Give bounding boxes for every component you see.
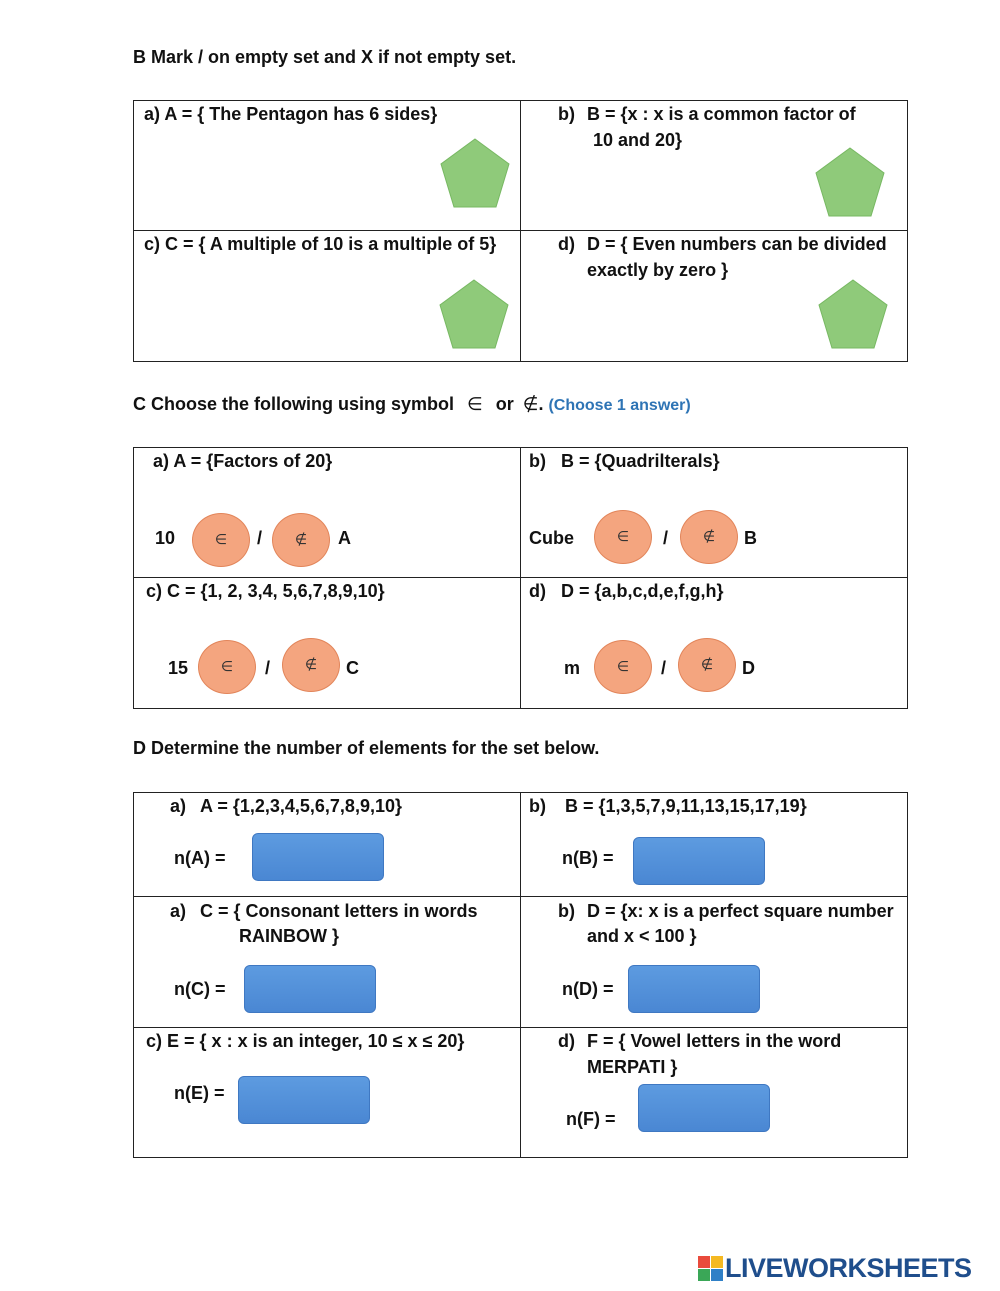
section-b-item-d-label: d) bbox=[558, 234, 575, 254]
section-b-item-b-line1: B = {x : x is a common factor of bbox=[587, 104, 856, 124]
answer-pentagon-c[interactable] bbox=[438, 278, 510, 350]
section-b-item-b-label: b) bbox=[558, 104, 575, 124]
answer-pentagon-a[interactable] bbox=[439, 137, 511, 209]
n-d-answer-box[interactable] bbox=[628, 965, 760, 1013]
section-c-item-c-set: c) C = {1, 2, 3,4, 5,6,7,8,9,10} bbox=[146, 581, 385, 601]
slash-d: / bbox=[661, 658, 667, 678]
slash-b: / bbox=[663, 528, 669, 548]
section-c-item-a-setname: A bbox=[338, 528, 351, 548]
slash-c: / bbox=[265, 658, 271, 678]
section-d-item-d-label: b) bbox=[558, 901, 575, 921]
section-d-heading: D Determine the number of elements for the set below. bbox=[133, 738, 600, 758]
section-c-item-a-element: 10 bbox=[155, 528, 176, 548]
choice-in-c[interactable]: ∈ bbox=[198, 640, 256, 694]
section-d-item-f-line1: F = { Vowel letters in the word bbox=[587, 1031, 842, 1051]
section-c-item-d-element: m bbox=[564, 658, 581, 678]
section-b-item-b-line2: 10 and 20} bbox=[593, 130, 683, 150]
choice-notin-b[interactable]: ∉ bbox=[680, 510, 738, 564]
section-b-heading: B Mark / on empty set and X if not empty set. bbox=[133, 47, 517, 67]
n-c-answer-box[interactable] bbox=[244, 965, 376, 1013]
n-e-answer-box[interactable] bbox=[238, 1076, 370, 1124]
section-d-item-a-label: a) bbox=[170, 796, 187, 816]
choose-one-note: (Choose 1 answer) bbox=[548, 397, 691, 414]
section-d-item-d-line2: and x < 100 } bbox=[587, 926, 697, 946]
section-c-item-c-setname: C bbox=[346, 658, 359, 678]
section-d-item-f-line2: MERPATI } bbox=[587, 1057, 678, 1077]
section-c-item-d-set: d) D = {a,b,c,d,e,f,g,h} bbox=[529, 581, 724, 601]
choice-notin-d[interactable]: ∉ bbox=[678, 638, 736, 692]
section-d-item-a-set: A = {1,2,3,4,5,6,7,8,9,10} bbox=[200, 796, 402, 816]
answer-pentagon-b[interactable] bbox=[814, 146, 886, 218]
section-b-item-d-line1: D = { Even numbers can be divided bbox=[587, 234, 887, 254]
section-d-item-c-label: a) bbox=[170, 901, 187, 921]
choice-in-b[interactable]: ∈ bbox=[594, 510, 652, 564]
n-e-label: n(E) = bbox=[174, 1083, 225, 1103]
section-c-item-b-element: Cube bbox=[529, 528, 574, 548]
section-c-heading: C Choose the following using symbol ∈ or ∉. (Choose 1 answer) bbox=[133, 394, 691, 415]
choice-notin-a[interactable]: ∉ bbox=[272, 513, 330, 567]
section-b-item-d-line2: exactly by zero } bbox=[587, 260, 729, 280]
n-b-label: n(B) = bbox=[562, 848, 614, 868]
section-d-item-b-set: B = {1,3,5,7,9,11,13,15,17,19} bbox=[565, 796, 807, 816]
section-d-item-c-line2: RAINBOW } bbox=[239, 926, 339, 946]
n-a-answer-box[interactable] bbox=[252, 833, 384, 881]
logo-blocks-icon bbox=[698, 1256, 723, 1281]
section-b-item-a: a) A = { The Pentagon has 6 sides} bbox=[144, 104, 438, 124]
section-d-item-d-line1: D = {x: x is a perfect square number bbox=[587, 901, 894, 921]
choice-notin-c[interactable]: ∉ bbox=[282, 638, 340, 692]
section-c-item-b-set: b) B = {Quadrilterals} bbox=[529, 451, 720, 471]
choice-in-d[interactable]: ∈ bbox=[594, 640, 652, 694]
logo-text: LIVEWORKSHEETS bbox=[725, 1253, 972, 1283]
n-b-answer-box[interactable] bbox=[633, 837, 765, 885]
n-c-label: n(C) = bbox=[174, 979, 226, 999]
section-d-item-e: c) E = { x : x is an integer, 10 ≤ x ≤ 20} bbox=[146, 1031, 465, 1051]
choice-in-a[interactable]: ∈ bbox=[192, 513, 250, 567]
answer-pentagon-d[interactable] bbox=[817, 278, 889, 350]
section-c-item-d-setname: D bbox=[742, 658, 755, 678]
n-d-label: n(D) = bbox=[562, 979, 614, 999]
section-c-item-a-set: a) A = {Factors of 20} bbox=[153, 451, 333, 471]
section-d-item-f-label: d) bbox=[558, 1031, 575, 1051]
section-d-item-c-line1: C = { Consonant letters in words bbox=[200, 901, 478, 921]
slash-a: / bbox=[257, 528, 263, 548]
n-f-label: n(F) = bbox=[566, 1109, 616, 1129]
n-a-label: n(A) = bbox=[174, 848, 226, 868]
n-f-answer-box[interactable] bbox=[638, 1084, 770, 1132]
section-c-item-b-setname: B bbox=[744, 528, 757, 548]
liveworksheets-logo bbox=[698, 1253, 972, 1284]
section-c-item-c-element: 15 bbox=[168, 658, 189, 678]
section-d-item-b-label: b) bbox=[529, 796, 546, 816]
section-b-item-c: c) C = { A multiple of 10 is a multiple of 5} bbox=[144, 234, 497, 254]
